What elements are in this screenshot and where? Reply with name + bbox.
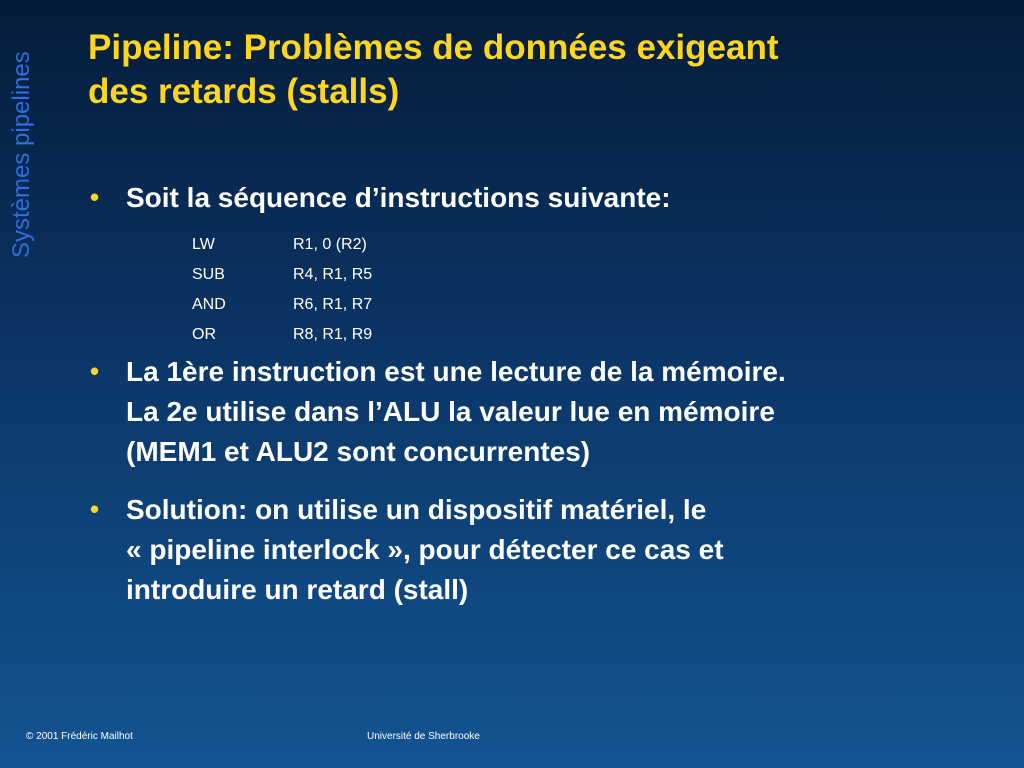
slide-title <box>88 26 968 114</box>
bullet-line: La 1ère instruction est une lecture de la mémoire. <box>126 356 786 387</box>
instruction-operands: R4, R1, R5 <box>293 266 373 283</box>
slide-title-line: des retards (stalls) <box>88 72 400 111</box>
instruction-operands: R8, R1, R9 <box>293 326 373 343</box>
instruction-opcode: AND <box>192 296 226 313</box>
bullet-line: La 2e utilise dans l’ALU la valeur lue en mémoire <box>126 396 775 427</box>
instruction-row <box>192 320 372 350</box>
instruction-operands: R6, R1, R7 <box>293 296 373 313</box>
instruction-opcode: OR <box>192 326 216 343</box>
footer-copyright: © 2001 Frédéric Mailhot <box>26 731 133 742</box>
instruction-row <box>192 230 372 260</box>
bullet-dot-icon: • <box>90 356 100 386</box>
bullet-dot-icon: • <box>90 182 100 212</box>
slide-title-line: Pipeline: Problèmes de données exigeant <box>88 28 779 67</box>
instruction-opcode: LW <box>192 236 215 253</box>
bullet-line: introduire un retard (stall) <box>126 574 469 605</box>
bullet-text <box>126 352 968 472</box>
instruction-opcode: SUB <box>192 266 225 283</box>
instruction-row <box>192 260 372 290</box>
bullet-line: (MEM1 et ALU2 sont concurrentes) <box>126 436 591 467</box>
instruction-list <box>192 230 372 350</box>
bullet-line: Soit la séquence d’instructions suivante: <box>126 182 671 213</box>
bullet-text <box>126 490 968 610</box>
instruction-row <box>192 290 372 320</box>
bullet-text <box>126 178 968 218</box>
bullet-line: Solution: on utilise un dispositif matériel, le <box>126 494 707 525</box>
footer-institution: Université de Sherbrooke <box>367 731 480 742</box>
bullet-dot-icon: • <box>90 494 100 524</box>
bullet-line: « pipeline interlock », pour détecter ce cas et <box>126 534 724 565</box>
sidebar-title: Systèmes pipelines <box>8 51 35 258</box>
instruction-operands: R1, 0 (R2) <box>293 236 367 253</box>
